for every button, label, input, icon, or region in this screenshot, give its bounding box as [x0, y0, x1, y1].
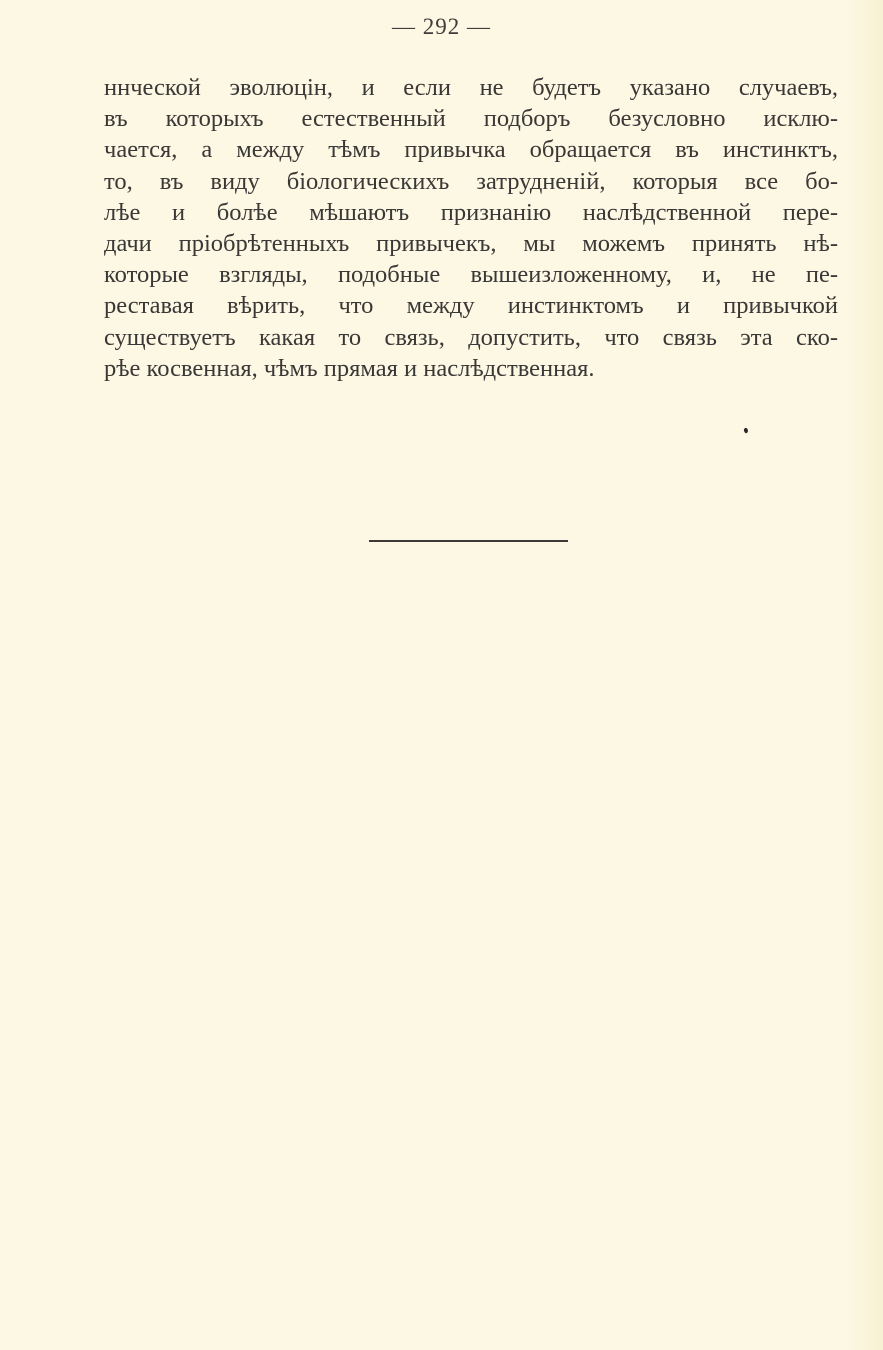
text-line: то, въ виду біологическихъ затрудненій, которыя все бо- [104, 167, 838, 195]
text-line: дачи пріобрѣтенныхъ привычекъ, мы можемъ принять нѣ- [104, 229, 838, 257]
section-divider [369, 540, 568, 542]
text-line: которые взгляды, подобные вышеизложенному, и, не пе- [104, 261, 838, 289]
page-edge-shading [843, 0, 883, 1350]
text-line: чается, а между тѣмъ привычка обращается въ инстинктъ, [104, 136, 838, 164]
ink-speck [743, 427, 749, 433]
text-line: существуетъ какая то связь, допустить, что связь эта ско- [104, 323, 838, 351]
text-line: реставая вѣрить, что между инстинктомъ и привычкой [104, 292, 838, 320]
page-number: — 292 — [392, 14, 491, 39]
text-line: въ которыхъ естественный подборъ безусловно исклю- [104, 105, 838, 133]
body-text [104, 72, 838, 384]
text-line: лѣе и болѣе мѣшаютъ признанію наслѣдственной пере- [104, 198, 838, 226]
text-line: рѣе косвенная, чѣмъ прямая и наслѣдственная. [104, 354, 595, 382]
text-line: ннческой эволюцін, и если не будетъ указано случаевъ, [104, 74, 838, 101]
